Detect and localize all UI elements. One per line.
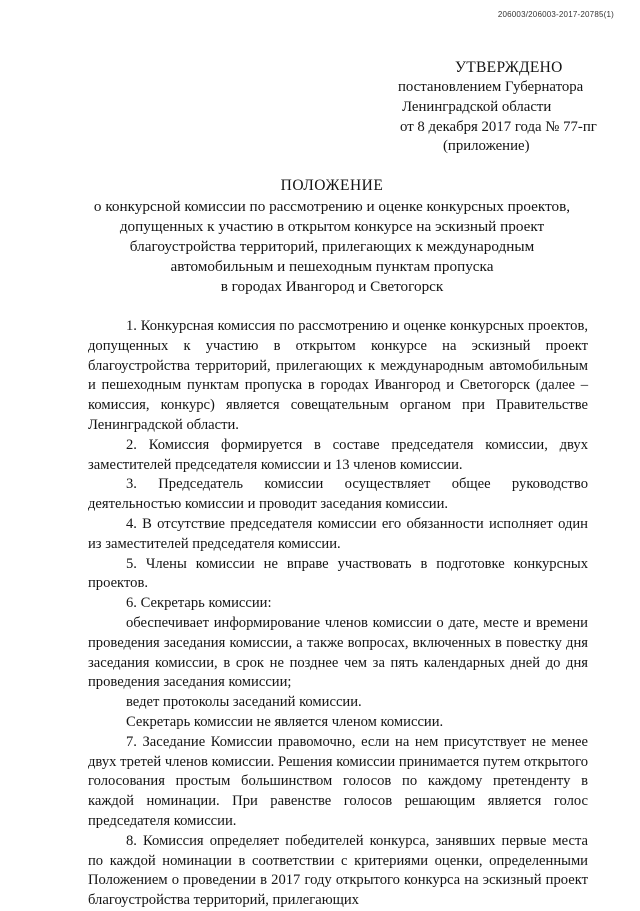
title-line: автомобильным и пешеходным пунктам пропуска: [170, 258, 494, 275]
document-body: [88, 317, 588, 911]
approval-line: (приложение): [443, 138, 530, 154]
paragraph-8: 8. Комиссия определяет победителей конкурса, занявших первые места по каждой номинации в соответствии с критериями оценки, определенными Положением о проведении в 2017 году открытого конкурса на эскизный проект благоустройства территорий, прилегающих: [88, 832, 588, 909]
paragraph-1: 1. Конкурсная комиссия по рассмотрению и оценке конкурсных проектов, допущенных к участию в открытом конкурсе на эскизный проект благоустройства территорий, прилегающих к международным автомобильным и пешеходным пунктам пропуска в городах Ивангород и Светогорск (далее – комиссия, конкурс) является совещательным органом при Правительстве Ленинградской области.: [88, 318, 588, 433]
paragraph-2: 2. Комиссия формируется в составе председателя комиссии, двух заместителей председателя комиссии и 13 членов комиссии.: [88, 436, 588, 473]
page-title: ПОЛОЖЕНИЕ: [280, 177, 384, 194]
title-line: о конкурсной комиссии по рассмотрению и оценке конкурсных проектов,: [93, 198, 571, 215]
paragraph-3: 3. Председатель комиссии осуществляет общее руководство деятельностью комиссии и проводит заседания комиссии.: [88, 476, 588, 513]
approval-date-line: от 8 декабря 2017 года № 77-пг: [400, 119, 597, 135]
paragraph-7: 7. Заседание Комиссии правомочно, если на нем присутствует не менее двух третей членов комиссии. Решения комиссии принимается путем открытого голосования простым большинством голосов по каждому претенденту в каждой номинации. При равенстве голосов решающим является голос председателя комиссии.: [88, 733, 588, 829]
title-line: благоустройства территорий, прилегающих к международным: [129, 238, 535, 255]
paragraph-5: 5. Члены комиссии не вправе участвовать в подготовке конкурсных проектов.: [88, 555, 588, 592]
title-line: в городах Ивангород и Светогорск: [220, 278, 444, 295]
approval-line: Ленинградской области: [402, 99, 552, 115]
paragraph-6-note: Секретарь комиссии не является членом комиссии.: [126, 713, 444, 730]
document-title: [0, 176, 640, 297]
title-line: допущенных к участию в открытом конкурсе на эскизный проект: [119, 218, 545, 235]
approval-line: постановлением Губернатора: [398, 79, 584, 95]
paragraph-6-item-2: ведет протоколы заседаний комиссии.: [126, 694, 362, 711]
document-id: 206003/206003-2017-20785(1): [497, 10, 614, 19]
approval-heading: УТВЕРЖДЕНО: [455, 59, 563, 76]
paragraph-6: 6. Секретарь комиссии:: [126, 595, 272, 612]
paragraph-4: 4. В отсутствие председателя комиссии его обязанности исполняет один из заместителей председателя комиссии.: [88, 515, 588, 552]
paragraph-6-item-1: обеспечивает информирование членов комиссии о дате, месте и времени проведения заседания комиссии, а также вопросах, включенных в повестку дня заседания комиссии, в срок не позднее чем за пять календарных дней до дня проведения заседания комиссии;: [88, 614, 588, 691]
